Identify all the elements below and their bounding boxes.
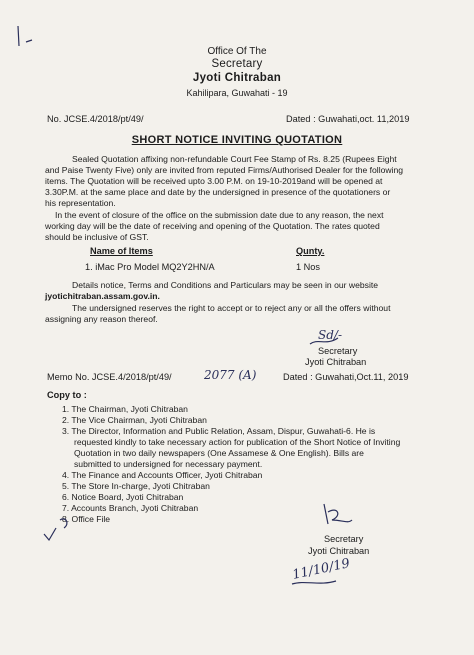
para-2-line: In the event of closure of the office on the submission date due to any reason, the next (55, 210, 384, 220)
ref-date: Dated : Guwahati,oct. 11,2019 (286, 114, 410, 124)
para-1-line: and Paise Twenty Five) only are invited from reputed Firms/Authorised Dealer for the following (45, 165, 404, 175)
item-qty: 1 Nos (296, 262, 321, 272)
signature-1: Sd/- (318, 328, 342, 342)
items-col-qty: Qunty. (296, 246, 325, 256)
tick-mark (40, 514, 80, 544)
para-1 (45, 154, 435, 209)
memo-number: Memo No. JCSE.4/2018/pt/49/ (47, 372, 172, 382)
copy-to-item-cont: Quotation in two daily newspapers (One Assamese & One English). Bills are (74, 448, 364, 458)
items-col-name: Name of Items (90, 246, 153, 256)
copy-to-item-cont: submitted to undersigned for necessary payment. (74, 459, 263, 469)
copy-to-item: 5. The Store In-charge, Jyoti Chitraban (62, 481, 210, 491)
para-1-line: 3.30P.M. at the same place and date by the undersigned in presence of the quotationers or (45, 187, 391, 197)
header-office: Office Of The (207, 46, 267, 57)
header-address: Kahilipara, Guwahati - 19 (186, 88, 288, 98)
item-name: 1. iMac Pro Model MQ2Y2HN/A (85, 262, 215, 272)
copy-to-item: 7. Accounts Branch, Jyoti Chitraban (62, 503, 199, 513)
copy-to-item: 6. Notice Board, Jyoti Chitraban (62, 492, 184, 502)
para-1-line: items. The Quotation will be received upto 3.00 P.M. on 19-10-2019and will be opened at (45, 176, 383, 186)
para-1-line: his representation. (45, 198, 116, 208)
copy-to-list (62, 404, 442, 525)
para-2-line: should be inclusive of GST. (45, 232, 149, 242)
sign-2-org: Jyoti Chitraban (308, 546, 370, 556)
handwritten-date: 11/10/19 (291, 556, 352, 583)
sign-1-org: Jyoti Chitraban (305, 357, 367, 367)
memo-handwritten-number: 2077 (A) (204, 368, 257, 382)
copy-to-item: 4. The Finance and Accounts Officer, Jyoti Chitraban (62, 470, 263, 480)
memo-date: Dated : Guwahati,Oct.11, 2019 (283, 372, 409, 382)
para-2 (45, 210, 435, 243)
ref-number: No. JCSE.4/2018/pt/49/ (47, 114, 144, 124)
sign-2-role: Secretary (324, 534, 364, 544)
copy-to-heading: Copy to : (47, 390, 87, 400)
notice-title: SHORT NOTICE INVITING QUOTATION (131, 134, 343, 146)
reserve-line-2: assigning any reason thereof. (45, 314, 158, 324)
website-link[interactable]: jyotichitraban.assam.gov.in. (45, 291, 160, 301)
header-secretary: Secretary (211, 58, 263, 70)
reserve-line-1: The undersigned reserves the right to accept or to reject any or all the offers without (72, 303, 391, 313)
details-line: Details notice, Terms and Conditions and Particulars may be seen in our website (72, 280, 379, 290)
sign-1-role: Secretary (318, 346, 358, 356)
copy-to-item: 8. Office File (62, 514, 111, 524)
para-2-line: working day will be the date of receiving and opening of the Quotation. The rates quoted (45, 221, 380, 231)
date-underline (290, 578, 340, 588)
copy-to-item: 1. The Chairman, Jyoti Chitraban (62, 404, 188, 414)
copy-to-item-cont: requested kindly to take necessary action for publication of the Short Notice of Inviting (74, 437, 401, 447)
copy-to-item: 3. The Director, Information and Public Relation, Assam, Dispur, Guwahati-6. He is (62, 426, 376, 436)
copy-to-item: 2. The Vice Chairman, Jyoti Chitraban (62, 415, 207, 425)
signature-2 (318, 498, 358, 532)
header-org: Jyoti Chitraban (192, 72, 282, 84)
para-1-line: Sealed Quotation affixing non-refundable Court Fee Stamp of Rs. 8.25 (Rupees Eight (72, 154, 397, 164)
